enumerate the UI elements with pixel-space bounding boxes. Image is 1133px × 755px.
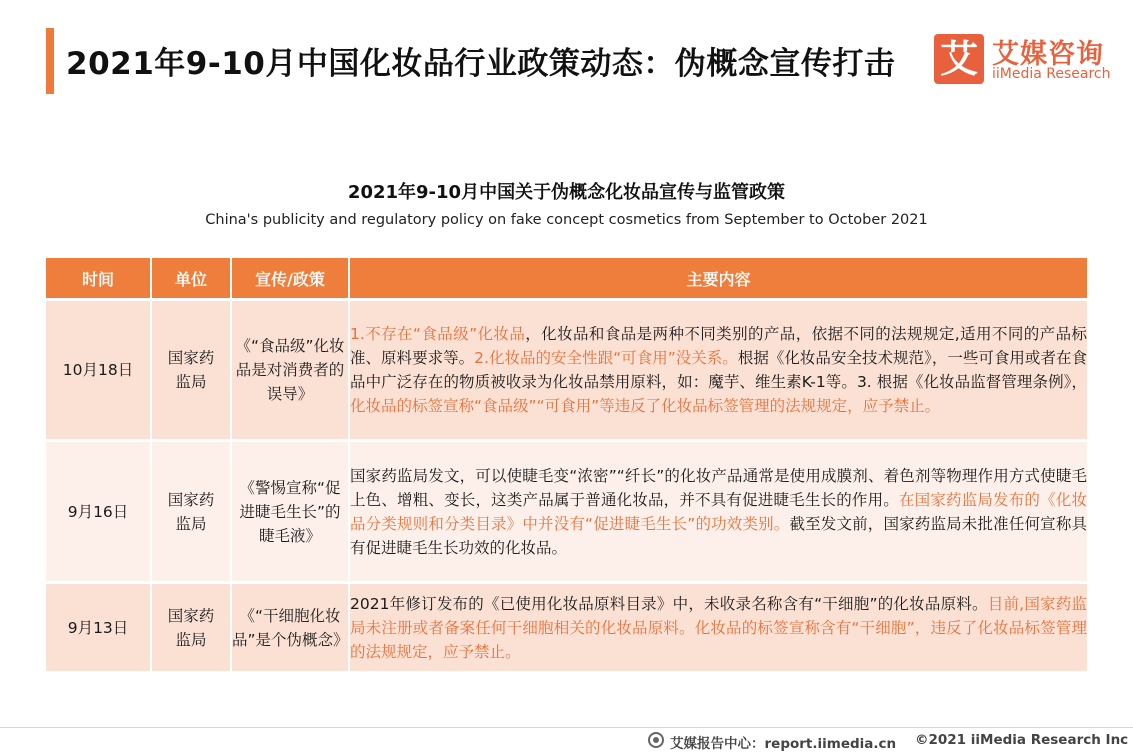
table-header-row: [46, 258, 1087, 300]
content-segment: 根据《化妆品安全技术规范》，一些可食用或者在食品中广泛存在的物质被收录为化妆品禁用原料，如：魔芋、维生素K-1等。3. 根据《化妆品监督管理条例》，: [350, 349, 1087, 391]
policy-table: [46, 258, 1087, 674]
content-segment-highlight: 在国家药监局发布的《化妆品分类规则和分类目录》中并没有“促进睫毛生长”的功效类别。: [350, 490, 1087, 533]
table-row: [46, 300, 1087, 441]
cell-content: [349, 300, 1087, 441]
cell-date: 9月13日: [46, 583, 151, 673]
footer-copyright: ©2021 iiMedia Research Inc: [915, 732, 1129, 748]
cell-unit: [151, 300, 231, 441]
cell-content: [349, 441, 1087, 583]
table-title: 2021年9-10月中国关于伪概念化妆品宣传与监管政策: [347, 182, 786, 203]
cell-unit: [151, 583, 231, 673]
table-row: [46, 583, 1087, 673]
header-policy: 宣传/政策: [231, 258, 349, 300]
iimedia-logo: [934, 32, 1114, 88]
report-center-icon: [648, 732, 664, 748]
cell-date: 10月18日: [46, 300, 151, 441]
header-unit: 单位: [151, 258, 231, 300]
cell-date: 9月16日: [46, 441, 151, 583]
logo-mark-icon: 艾: [934, 34, 984, 84]
cell-policy: 《警惕宣称“促进睫毛生长”的睫毛液》: [231, 441, 349, 583]
table-subtitle: China's publicity and regulatory policy on fake concept cosmetics from September to October 2021: [205, 212, 928, 228]
cell-content: [349, 583, 1087, 673]
unit-text: 国家药监局: [167, 349, 215, 391]
content-segment: 截至发文前，国家药监局未批准任何宣称具有促进睫毛生长功效的化妆品。: [350, 514, 1087, 557]
header-date: 时间: [46, 258, 151, 300]
page-title: 2021年9-10月中国化妆品行业政策动态：伪概念宣传打击: [66, 46, 896, 82]
content-segment: 国家药监局发文，可以使睫毛变“浓密”“纤长”的化妆产品通常是使用成膜剂、着色剂等物理作用方式使睫毛上色、增粗、变长，这类产品属于普通化妆品，并不具有促进睫毛生长的作用。: [350, 466, 1087, 509]
content-segment-highlight: 2.化妆品的安全性跟“可食用”没关系。: [474, 349, 738, 367]
cell-policy: 《“食品级”化妆品是对消费者的误导》: [231, 300, 349, 441]
unit-text: 国家药监局: [167, 606, 215, 649]
content-segment-highlight: 化妆品的标签宣称“食品级”“可食用”等违反了化妆品标签管理的法规规定，应予禁止。: [350, 397, 941, 415]
title-accent-bar: [46, 28, 54, 94]
content-segment: 2021年修订发布的《已使用化妆品原料目录》中，未收录名称含有“干细胞”的化妆品原料。: [350, 594, 988, 613]
header-content: 主要内容: [349, 258, 1087, 300]
content-segment: ，化妆品和食品是两种不同类别的产品，依据不同的法规规定,适用不同的产品标准、原料要求等。: [350, 325, 1087, 367]
footer-divider: [0, 727, 1133, 728]
logo-english-name: iiMedia Research: [992, 66, 1111, 82]
logo-chinese-name: 艾媒咨询: [992, 39, 1104, 70]
unit-text: 国家药监局: [167, 490, 215, 533]
table-row: [46, 441, 1087, 583]
content-segment-highlight: 1.不存在“食品级”化妆品: [350, 325, 526, 343]
cell-policy: 《“干细胞化妆品”是个伪概念》: [231, 583, 349, 673]
footer-source-link[interactable]: 艾媒报告中心：report.iimedia.cn: [670, 736, 897, 752]
content-segment-highlight: 目前,国家药监局未注册或者备案任何干细胞相关的化妆品原料。化妆品的标签宣称含有“干细胞”，违反了化妆品标签管理的法规规定，应予禁止。: [350, 594, 1087, 661]
cell-unit: [151, 441, 231, 583]
